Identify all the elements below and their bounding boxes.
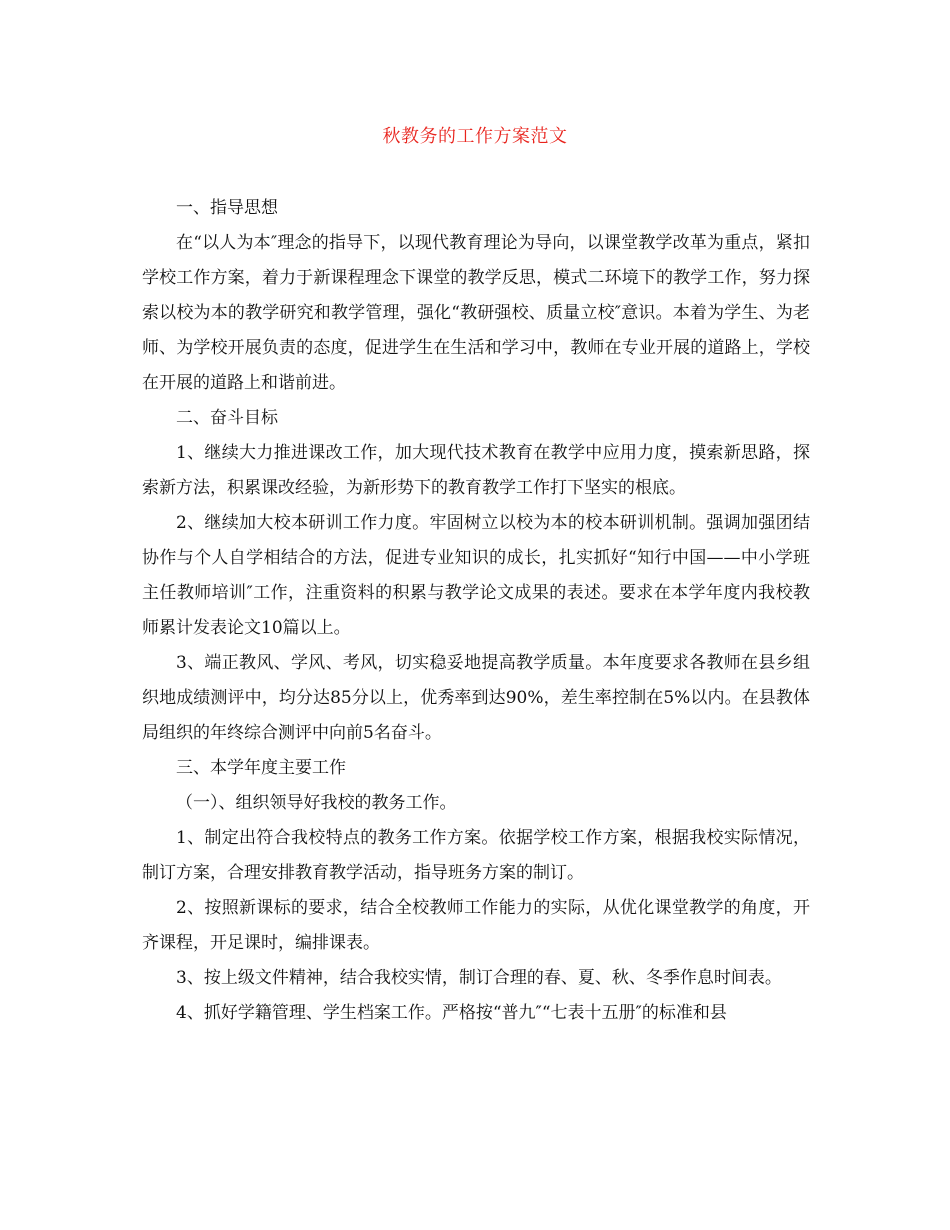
- paragraph: 在“以人为本″理念的指导下，以现代教育理论为导向，以课堂教学改革为重点，紧扣学校工作方案，着力于新课程理念下课堂的教学反思，模式二环境下的教学工作，努力探索以校为本的教学研究和教学管理，强化“教研强校、质量立校″意识。本着为学生、为老师、为学校开展负责的态度，促进学生在生活和学习中，教师在专业开展的道路上，学校在开展的道路上和谐前进。: [142, 233, 810, 393]
- section-heading: 三、本学年度主要工作: [176, 758, 346, 778]
- paragraph: 4、抓好学籍管理、学生档案工作。严格按“普九″“七表十五册″的标准和县: [176, 1003, 727, 1023]
- document-title: 秋教务的工作方案范文: [382, 126, 568, 147]
- subsection-heading: （一）、组织领导好我校的教务工作。: [176, 793, 457, 813]
- paragraph: 3、按上级文件精神，结合我校实情，制订合理的春、夏、秋、冬季作息时间表。: [176, 968, 782, 988]
- paragraph: 2、按照新课标的要求，结合全校教师工作能力的实际，从优化课堂教学的角度，开齐课程，开足课时，编排课表。: [142, 898, 810, 953]
- document-body: [142, 191, 810, 1031]
- section-heading: 一、指导思想: [176, 198, 278, 218]
- paragraph: 1、继续大力推进课改工作，加大现代技术教育在教学中应用力度，摸索新思路，探索新方法，积累课改经验，为新形势下的教育教学工作打下坚实的根底。: [142, 443, 810, 498]
- section-heading: 二、奋斗目标: [176, 408, 278, 428]
- paragraph: 1、制定出符合我校特点的教务工作方案。依据学校工作方案，根据我校实际情况，制订方案，合理安排教育教学活动，指导班务方案的制订。: [142, 828, 810, 883]
- paragraph: 3、端正教风、学风、考风，切实稳妥地提高教学质量。本年度要求各教师在县乡组织地成绩测评中，均分达85分以上，优秀率到达90%，差生率控制在5%以内。在县教体局组织的年终综合测评中向前5名奋斗。: [142, 653, 810, 743]
- paragraph: 2、继续加大校本研训工作力度。牢固树立以校为本的校本研训机制。强调加强团结协作与个人自学相结合的方法，促进专业知识的成长，扎实抓好“知行中国——中小学班主任教师培训″工作，注重资料的积累与教学论文成果的表述。要求在本学年度内我校教师累计发表论文10篇以上。: [142, 513, 810, 638]
